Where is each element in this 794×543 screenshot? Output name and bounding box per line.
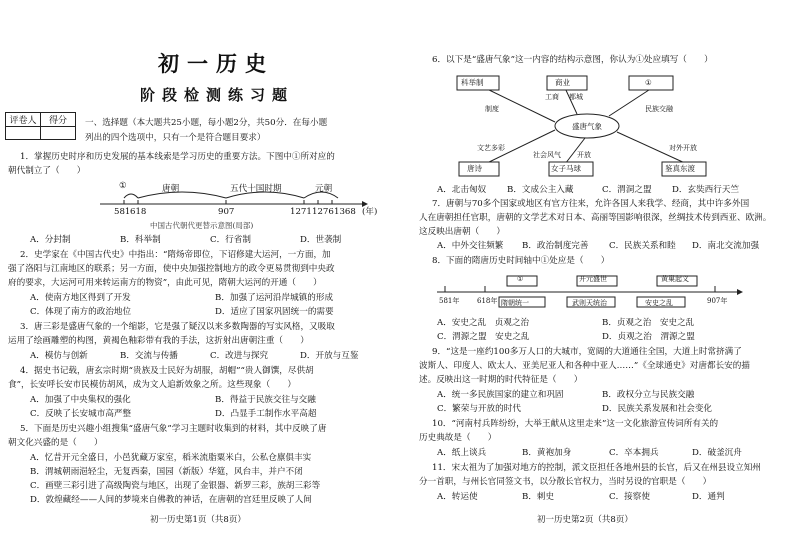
q1-option-b: B．科举制 [120,235,161,245]
section1-heading: 一、选择题（本大题共25小题，每小题2分，共50分．在每小题 [85,118,328,128]
q9-option-c: C．繁荣与开放的时代 [437,404,521,414]
q6-edge-label-8: 开放 [577,151,591,159]
q6-option-d: D．玄奘西行天竺 [672,185,740,195]
q1-timeline-label-2: 唐朝 [162,184,180,194]
q10-line-1: 10．“河南村兵阵纷纷，大举王献从这里走来”这一文化旅游宣传词所有关的 [432,419,719,429]
q9-option-b: B．政权分立与民族交融 [602,390,695,400]
q2-option-c: C．体现了南方的政治地位 [30,307,132,317]
q1-mark-907: 907 [218,207,235,217]
q9-option-a: A．统一多民族国家的建立和巩固 [437,390,564,400]
q6-edge-label-5: 文艺多彩 [477,144,505,152]
q10-option-b: B．黄袍加身 [522,448,572,458]
q6-edge-label-1: 制度 [485,105,499,113]
q1-timeline-unit: (年) [362,207,378,217]
reviewer-cell [6,127,41,140]
q8-label-3: 隋朝统一 [501,299,529,307]
q5-line-2: 朝文化兴盛的是（ ） [8,438,103,448]
q6-center-label: 盛唐气象 [572,122,602,131]
q8-label-1: ① [517,275,524,283]
exam-subtitle: 阶段检测练习题 [140,86,295,104]
left-page-footer: 初一历史第1页（共8页） [150,515,246,525]
q8-stem: 8．下面的隋唐历史时间轴中①处应是（ ） [432,256,610,266]
q2-option-b: B．加强了运河沿岸城镇的形成 [215,293,334,303]
q9-line-1: 9．“这是一座约100多万人口的大城市，宽阔的大道通往全国，大道上时常挤满了 [432,347,742,357]
q6-box-4: 唐诗 [467,164,482,173]
q3-option-b: B．交流与传播 [120,351,178,361]
right-page [397,0,794,543]
q4-line-2: 食”，长安呼长安市民模仿胡风，成为文人追新效象之所。这些现象（ ） [8,380,296,390]
q7-line-3: 这反映出唐朝（ ） [419,227,505,237]
q4-option-c: C．反映了长安城市高严整 [30,409,132,419]
score-cell [41,127,76,140]
q6-edge-label-2: 工商 [545,93,559,101]
q1-option-a: A．分封制 [30,235,71,245]
q9-line-2: 波斯人、印度人、欧太人、亚美尼亚人和各种中亚人……”《全球通史》对唐都长安的描 [419,361,750,371]
section1-heading-2: 列出的四个选项中，只有一个是符合题目要求） [85,133,266,143]
q5-option-d: D．敦煌藏经——人间的梦境来自佛教的神话，在唐朝的宫廷里反映了人间 [30,495,312,505]
q7-line-2: 人在唐朝担任官职，唐朝的文学艺术对日本、高丽等国影响很深，丝绸技术传到西亚、欧洲。 [419,213,772,223]
q5-line-1: 5．下面是历史兴趣小组搜集“盛唐气象”学习主题时收集到的材料，其中反映了唐 [20,424,327,434]
q11-option-a: A．转运使 [437,492,478,502]
q1-timeline-caption: 中国古代朝代更替示意图(局部) [150,221,254,230]
q6-box-1: 科举制 [461,78,484,87]
q8-year-618: 618年 [477,297,498,305]
q8-year-581: 581年 [439,297,460,305]
q5-option-a: A．忆昔开元全盛日，小邑犹藏万家室，稻米流脂粟米白，公私仓廪俱丰实 [30,453,312,463]
reviewer-header: 评卷人 [6,113,41,127]
q9-option-d: D．民族关系发展和社会变化 [602,404,713,414]
q1-mark-581: 581 [114,207,131,217]
q8-label-2: 开元盛世 [579,275,607,283]
q3-line-2: 运用了绘画雕塑的构图，黄褐色釉彩带有我的手法，这折射出唐朝注重（ ） [8,336,309,346]
q8-label-6: 安史之乱 [645,299,673,307]
q2-option-a: A．使南方地区得到了开发 [30,293,131,303]
exam-title: 初一历史 [158,51,274,76]
q4-option-d: D．凸显手工制作水平高超 [215,409,317,419]
q4-option-a: A．加强了中央集权的强化 [30,395,131,405]
q6-stem: 6．以下是“盛唐气象”这一内容的结构示意图，你认为①处应填写（ ） [432,55,713,65]
score-header: 得分 [41,113,76,127]
q8-option-d: D．贞观之治 渭源之盟 [602,332,695,342]
q11-option-c: C．接察使 [609,492,650,502]
score-table [5,112,76,140]
q9-line-3: 述。反映出这一时期的时代特征是（ ） [419,375,583,385]
q3-option-a: A．模仿与创新 [30,351,88,361]
q10-option-d: D．破釜沉舟 [692,448,742,458]
q1-mark-618: 618 [130,207,147,217]
q1-mark-1276: 1276 [312,207,334,217]
q6-box-6: 鉴真东渡 [665,164,695,173]
q6-option-a: A．北击匈奴 [437,185,487,195]
q10-option-c: C．卒本拥兵 [609,448,659,458]
q7-option-c: C．民族关系和睦 [609,241,676,251]
q10-line-2: 历史典故是（ ） [419,433,497,443]
q4-option-b: B．得益于民族交往与交融 [215,395,316,405]
q1-mark-1271: 1271 [290,207,312,217]
q1-timeline-label-4: 元朝 [315,184,333,194]
q3-option-c: C．改进与探究 [210,351,269,361]
q7-line-1: 7．唐朝与70多个国家或地区有官方往来，允许各国人来我学、经商，其中许多外国 [432,199,750,209]
q2-line-2: 强了洛阳与江南地区的联系；另一方面，使中央加强控制地方的政令更易贯彻到中央政 [8,264,335,274]
q2-option-d: D．适应了国家巩固统一的需要 [215,307,334,317]
q8-label-5: 武则天统治 [572,299,607,307]
q6-option-b: B．文成公主入藏 [507,185,574,195]
q11-option-d: D．通判 [692,492,725,502]
q1-timeline-label-3: 五代十国时期 [230,184,282,194]
q7-option-b: B．政治制度完善 [522,241,589,251]
q5-option-b: B．渭城朝雨浥轻尘，无复西秦，国园（新版）华筵，风台丰，并户不闭 [30,467,303,477]
right-page-footer: 初一历史第2页（共8页） [537,515,633,525]
q7-option-d: D．南北交流加强 [692,241,760,251]
q4-line-1: 4．据史书记载，唐玄宗时期“贵族及士民好为胡服，胡帽”“贵人御馔，尽供胡 [20,366,314,376]
q6-edge-label-3: 都城 [569,93,583,101]
q10-option-a: A．纸上谈兵 [437,448,487,458]
q11-line-1: 11．宋太祖为了加强对地方的控制，派文臣担任各地州县的长官，后又在州县设立知州 [432,463,761,473]
q2-line-3: 府的要求，大运河可用来转运南方的物资”，由此可见，隋朝大运河的开通（ ） [8,278,322,288]
q11-line-2: 分一首职，与州长官同签文书，以分散长官权力，当时另设的官职是（ ） [419,477,712,487]
q11-option-b: B．刺史 [522,492,555,502]
q8-option-b: B．贞观之治 安史之乱 [602,318,695,328]
q6-edge-label-7: 对外开放 [669,144,697,152]
q6-box-3: ① [645,78,652,87]
q1-stem: 1．掌握历史时序和历史发展的基本线索是学习历史的重要方法。下图中①所对应的 [20,152,335,162]
q1-timeline-label-1: ① [119,181,127,191]
q6-option-c: C．渭洞之盟 [602,185,652,195]
q6-box-5: 女子马球 [551,164,581,173]
q8-label-7: 黄巢起义 [661,275,689,283]
q8-option-a: A．安史之乱 贞观之治 [437,318,530,328]
q6-box-2: 商业 [555,78,570,87]
q1-option-c: C．行省制 [210,235,251,245]
q6-edge-label-4: 民族交融 [645,105,673,113]
q8-year-907: 907年 [707,297,728,305]
q1-mark-1368: 1368 [334,207,356,217]
q3-option-d: D．开放与互鉴 [300,351,359,361]
q2-line-1: 2．史学家在《中国古代史》中指出：“隋炀帝即位，下诏修建大运河，一方面，加 [20,250,331,260]
q6-edge-label-6: 社会风气 [533,151,561,159]
q5-option-c: C．画壁三彩引进了高级陶瓷与地区，出现了金银器、新罗三彩，族胡三彩等 [30,481,321,491]
q7-option-a: A．中外交往频繁 [437,241,504,251]
q3-line-1: 3．唐三彩是盛唐气象的一个缩影，它是强了疑汉以来多数陶器的写实风格，又吸取 [20,322,335,332]
q1-stem-2: 朝代制立了（ ） [8,166,86,176]
q1-option-d: D．世袭制 [300,235,342,245]
q8-option-c: C．渭源之盟 安史之乱 [437,332,530,342]
